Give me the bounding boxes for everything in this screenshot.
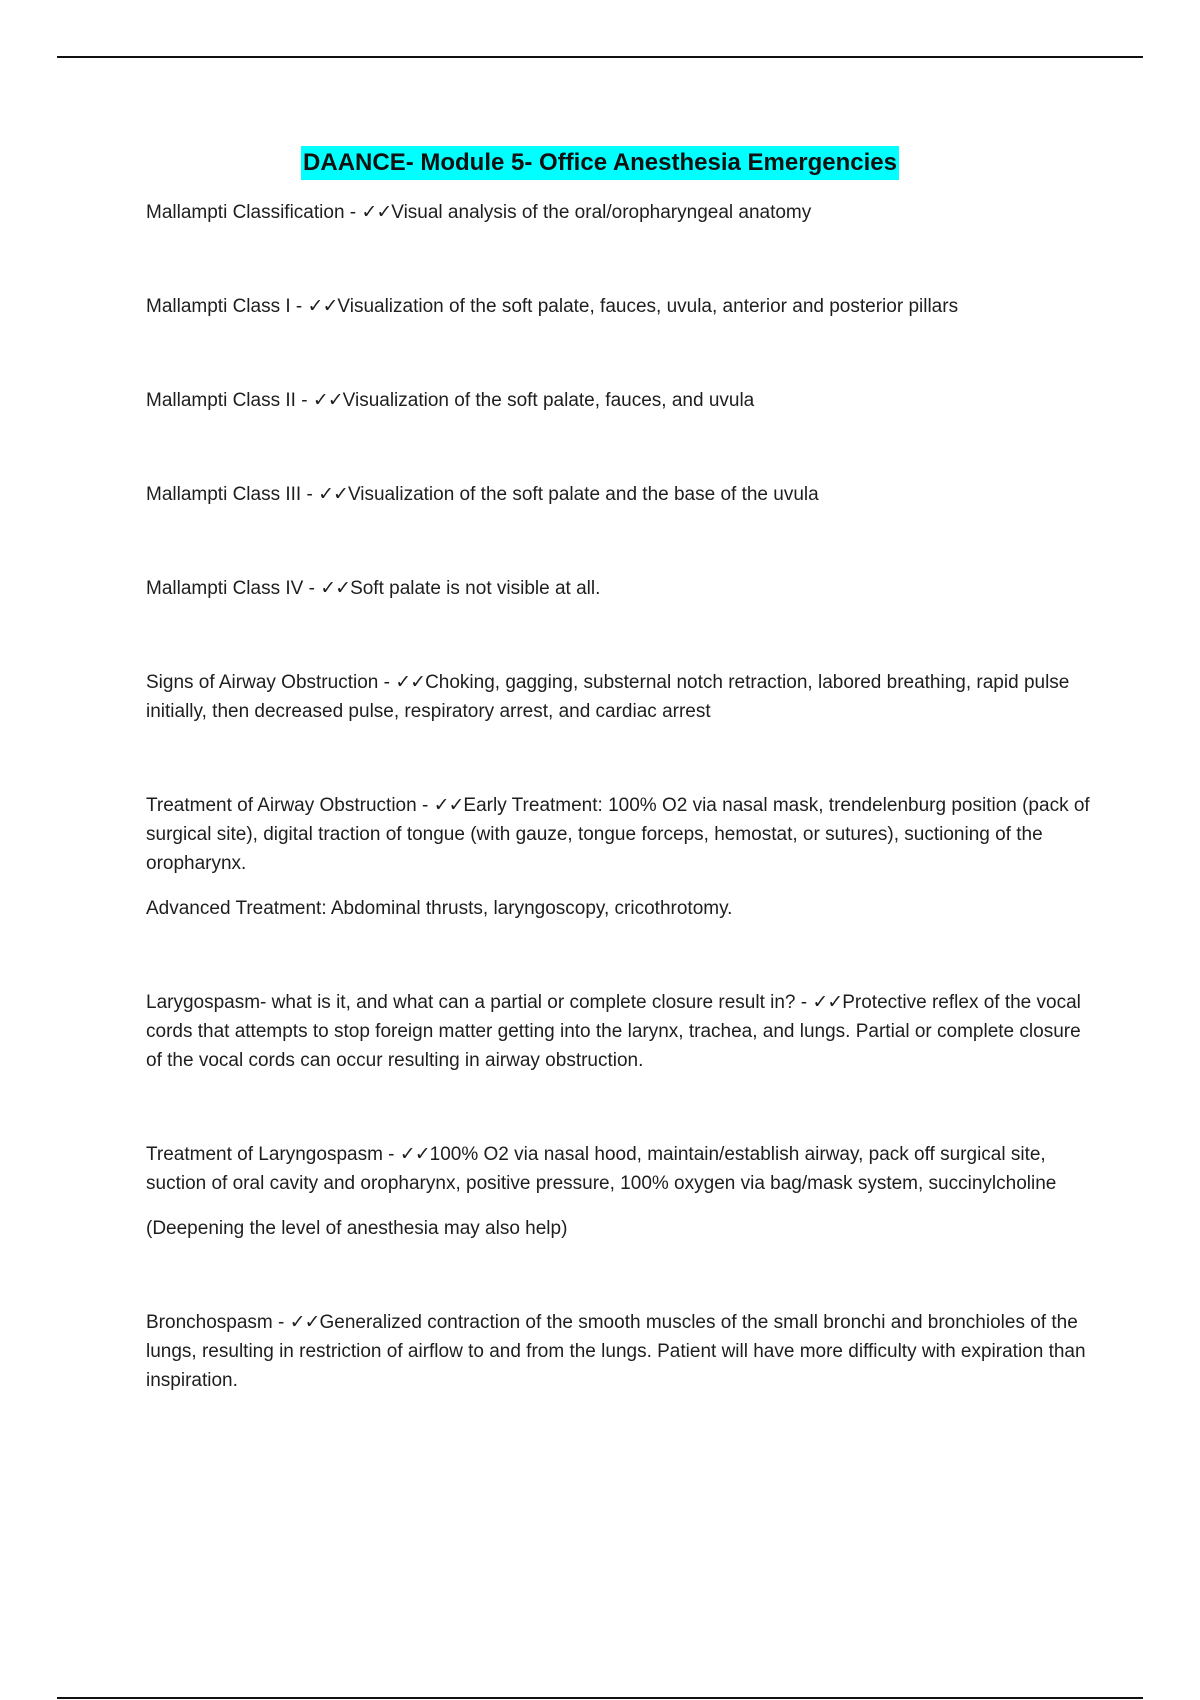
qa-separator: -	[301, 484, 319, 505]
qa-entry	[146, 791, 1096, 923]
check-mark-icon: ✓✓	[312, 390, 343, 411]
check-mark-icon: ✓✓	[399, 1144, 430, 1165]
qa-line	[146, 1308, 1096, 1395]
qa-separator: -	[344, 202, 362, 223]
qa-entry	[146, 292, 1096, 321]
qa-extra: Advanced Treatment: Abdominal thrusts, laryngoscopy, cricothrotomy.	[146, 898, 733, 919]
qa-line	[146, 988, 1096, 1075]
qa-entry	[146, 988, 1096, 1075]
check-mark-icon: ✓✓	[320, 578, 351, 599]
qa-term: Treatment of Laryngospasm	[146, 1144, 383, 1165]
qa-entry	[146, 386, 1096, 415]
qa-definition: Visualization of the soft palate, fauces, uvula, anterior and posterior pillars	[337, 296, 959, 317]
qa-definition: Generalized contraction of the smooth muscles of the small bronchi and bronchioles of the lungs, resulting in restriction of airflow to and from the lungs. Patient will have more difficulty with expiration than inspiration.	[146, 1312, 1086, 1391]
qa-entry	[146, 1308, 1096, 1395]
qa-separator: -	[416, 795, 434, 816]
qa-term: Bronchospasm	[146, 1312, 273, 1333]
qa-separator: -	[272, 1312, 290, 1333]
title-container	[0, 146, 1200, 180]
qa-term: Signs of Airway Obstruction	[146, 672, 379, 693]
qa-line	[146, 574, 1096, 603]
bottom-rule	[57, 1697, 1143, 1699]
qa-definition: Visualization of the soft palate, fauces, and uvula	[342, 390, 755, 411]
qa-term: Mallampti Class II	[146, 390, 296, 411]
qa-extra: (Deepening the level of anesthesia may also help)	[146, 1218, 568, 1239]
qa-definition: Early Treatment: 100% O2 via nasal mask, trendelenburg position (pack of surgical site), digital traction of tongue (with gauze, tongue forceps, hemostat, or sutures), suctioning of the oropharynx.	[146, 795, 1090, 874]
qa-separator: -	[382, 1144, 400, 1165]
qa-term: Larygospasm- what is it, and what can a partial or complete closure result in?	[146, 992, 796, 1013]
check-mark-icon: ✓✓	[433, 795, 464, 816]
qa-entry	[146, 668, 1096, 726]
qa-entry	[146, 198, 1096, 227]
qa-entry	[146, 480, 1096, 509]
check-mark-icon: ✓✓	[395, 672, 426, 693]
qa-term: Mallampti Class IV	[146, 578, 304, 599]
qa-term: Mallampti Classification	[146, 202, 345, 223]
qa-definition: Visualization of the soft palate and the base of the uvula	[347, 484, 819, 505]
qa-term: Treatment of Airway Obstruction	[146, 795, 417, 816]
top-rule	[57, 56, 1143, 58]
qa-line	[146, 198, 1096, 227]
check-mark-icon: ✓✓	[812, 992, 843, 1013]
qa-separator: -	[795, 992, 813, 1013]
qa-line	[146, 791, 1096, 878]
qa-line	[146, 292, 1096, 321]
qa-definition: Choking, gagging, substernal notch retraction, labored breathing, rapid pulse initially, then decreased pulse, respiratory arrest, and cardiac arrest	[146, 672, 1070, 722]
qa-entry	[146, 1140, 1096, 1243]
qa-definition: Soft palate is not visible at all.	[350, 578, 601, 599]
qa-term: Mallampti Class III	[146, 484, 302, 505]
qa-line	[146, 1140, 1096, 1198]
check-mark-icon: ✓✓	[361, 202, 392, 223]
qa-line	[146, 480, 1096, 509]
qa-definition: 100% O2 via nasal hood, maintain/establish airway, pack off surgical site, suction of oral cavity and oropharynx, positive pressure, 100% oxygen via bag/mask system, succinylcholine	[146, 1144, 1057, 1194]
qa-line	[146, 386, 1096, 415]
qa-line	[146, 668, 1096, 726]
qa-separator: -	[303, 578, 321, 599]
qa-separator: -	[295, 390, 313, 411]
qa-list	[146, 198, 1096, 1460]
document-title: DAANCE- Module 5- Office Anesthesia Emergencies	[301, 146, 899, 180]
qa-definition: Protective reflex of the vocal cords that attempts to stop foreign matter getting into the larynx, trachea, and lungs. Partial or complete closure of the vocal cords can occur resulting in airway obstruction.	[146, 992, 1081, 1071]
qa-separator: -	[378, 672, 396, 693]
check-mark-icon: ✓✓	[289, 1312, 320, 1333]
qa-separator: -	[290, 296, 308, 317]
qa-entry	[146, 574, 1096, 603]
check-mark-icon: ✓✓	[307, 296, 338, 317]
check-mark-icon: ✓✓	[318, 484, 348, 505]
qa-definition: Visual analysis of the oral/oropharyngeal anatomy	[391, 202, 812, 223]
qa-term: Mallampti Class I	[146, 296, 291, 317]
